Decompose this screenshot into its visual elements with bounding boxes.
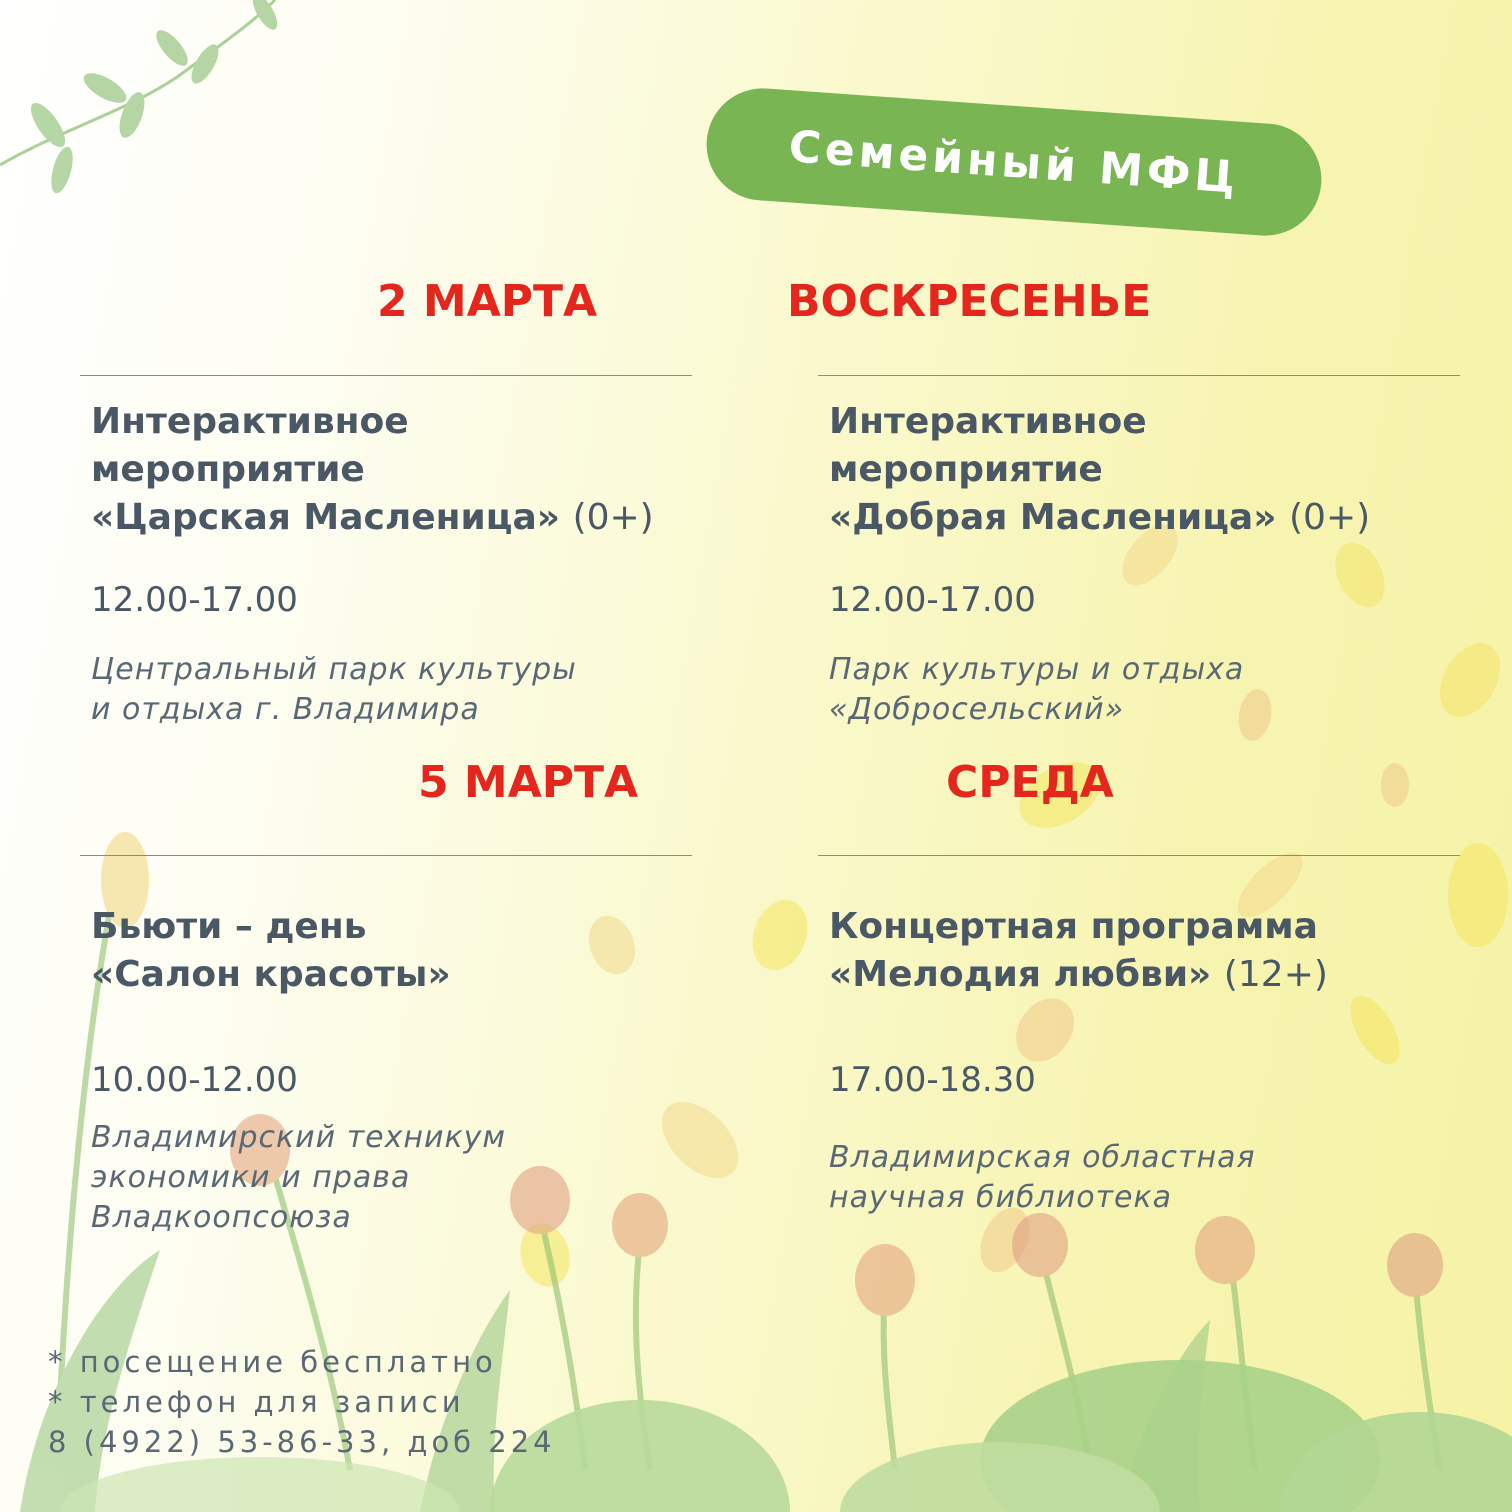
badge-title: Семейный МФЦ bbox=[787, 120, 1241, 204]
event-1-age: (0+) bbox=[572, 497, 654, 538]
divider bbox=[80, 375, 692, 376]
event-3-title: Бьюти – день «Салон красоты» bbox=[91, 906, 451, 995]
divider bbox=[818, 375, 1460, 376]
divider bbox=[818, 855, 1460, 856]
footer-note-free: * посещение бесплатно bbox=[48, 1345, 497, 1379]
day-date-1: 2 МАРТА bbox=[377, 276, 598, 327]
event-1-title: Интерактивное мероприятие «Царская Масленица» (0+) bbox=[91, 401, 654, 538]
vine-decoration bbox=[0, 0, 282, 196]
day-weekday-1: ВОСКРЕСЕНЬЕ bbox=[787, 276, 1152, 327]
event-4-time: 17.00-18.30 bbox=[829, 1060, 1036, 1100]
event-3-place: Владимирский техникум экономики и права Владкоопсоюза bbox=[91, 1120, 506, 1235]
footer-phone-number: 8 (4922) 53-86-33, доб 224 bbox=[48, 1425, 556, 1459]
event-2-title: Интерактивное мероприятие «Добрая Масленица» (0+) bbox=[829, 401, 1371, 538]
event-1-time: 12.00-17.00 bbox=[91, 580, 298, 620]
event-2-time: 12.00-17.00 bbox=[829, 580, 1036, 620]
event-3-time: 10.00-12.00 bbox=[91, 1060, 298, 1100]
event-2-age: (0+) bbox=[1289, 497, 1371, 538]
event-1-place: Центральный парк культуры и отдыха г. Владимира bbox=[91, 652, 577, 727]
footer-note-phone-label: * телефон для записи bbox=[48, 1385, 465, 1419]
event-2-place: Парк культуры и отдыха «Добросельский» bbox=[829, 652, 1245, 727]
event-4-age: (12+) bbox=[1223, 954, 1328, 995]
day-weekday-2: СРЕДА bbox=[946, 757, 1114, 808]
event-4-place: Владимирская областная научная библиотека bbox=[829, 1140, 1256, 1215]
divider bbox=[80, 855, 692, 856]
event-4-title: Концертная программа «Мелодия любви» (12+) bbox=[829, 906, 1328, 995]
day-date-2: 5 МАРТА bbox=[418, 757, 639, 808]
